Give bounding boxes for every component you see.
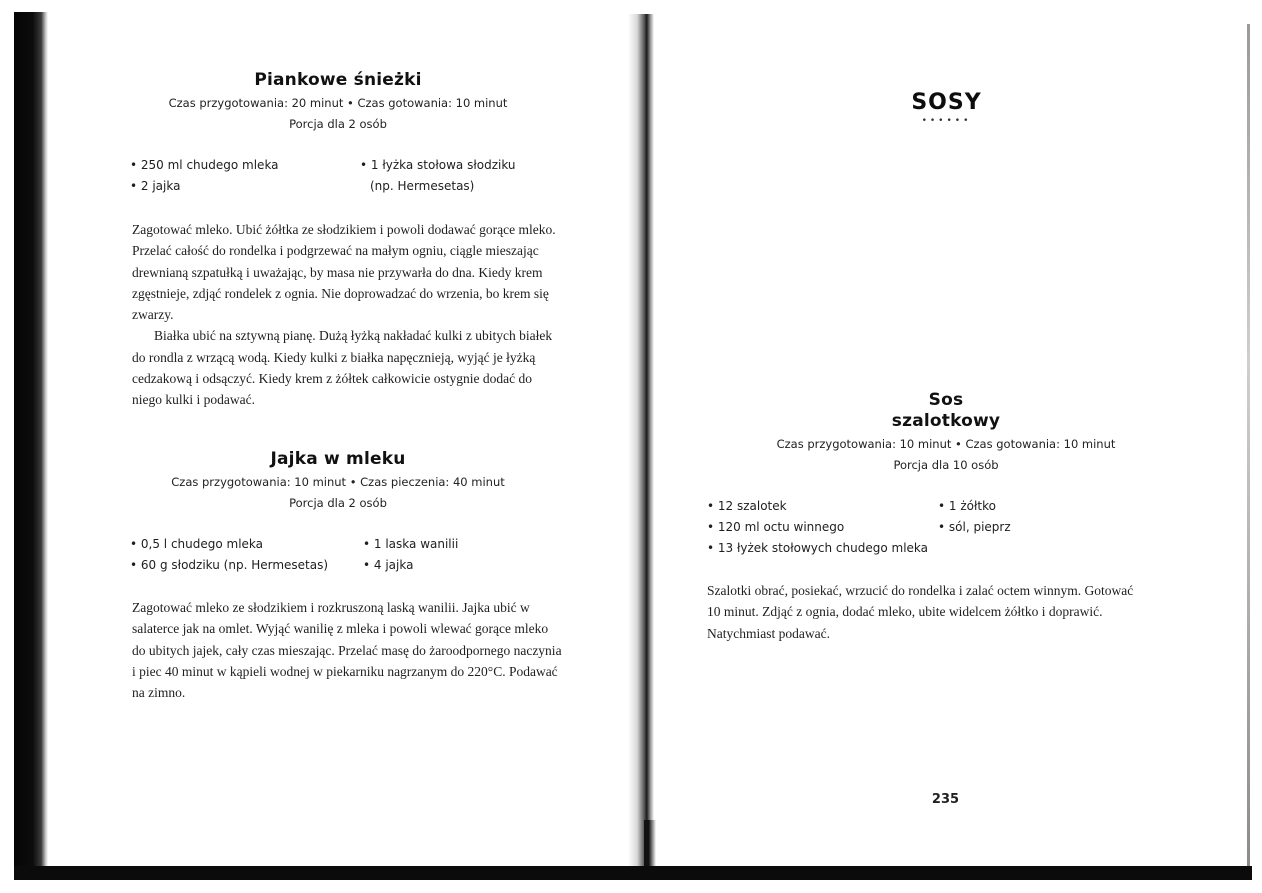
ingredient-item: • 250 ml chudego mleka xyxy=(130,158,279,172)
recipe-meta: Czas przygotowania: 20 minut • Czas gotowania: 10 minut xyxy=(168,96,508,110)
recipe-instructions xyxy=(707,580,1149,644)
ingredients-column-2 xyxy=(938,496,1011,538)
ingredient-item: • sól, pieprz xyxy=(938,520,1011,534)
recipe-portion: Porcja dla 2 osób xyxy=(289,496,387,510)
instruction-paragraph: Zagotować mleko ze słodzikiem i rozkruszoną laską wanilii. Jajka ubić w salaterce jak na omlet. Wyjąć wanilię z mleka i powoli wlewać gorące mleko do ubitych jajek, cały czas mieszając. Przelać masę do żaroodpornego naczynia i piec 40 minut w kąpieli wodnej w piekarniku nagrzanym do 220°C. Podawać na zimno. xyxy=(132,600,562,701)
instruction-paragraph: Białka ubić na sztywną pianę. Dużą łyżką nakładać kulki z ubitych białek do rondla z wrzącą wodą. Kiedy kulki z białka napęcznieją, wyjąć je łyżką cedzakową i odsączyć. Kiedy krem z żółtek całkowicie ostygnie dodać do niego kulki i podawać. xyxy=(132,328,553,408)
instruction-paragraph: Zagotować mleko. Ubić żółtka ze słodzikiem i powoli dodawać gorące mleko. Przelać całość do rondelka i podgrzewać na małym ogniu, ciągle mieszając drewnianą szpatułką i uważając, by masa nie przywarła do dna. Kiedy krem zgęstnieje, zdjąć rondelek z ognia. Nie doprowadzać do wrzenia, bo krem się zwarzy. xyxy=(132,222,556,323)
ingredients-column-1 xyxy=(130,534,328,576)
instruction-paragraph: Szalotki obrać, posiekać, wrzucić do rondelka i zalać octem winnym. Gotować 10 minut. Zdjąć z ognia, dodać mleko, ubite widelcem żółtko i doprawić. Natychmiast podawać. xyxy=(707,583,1134,641)
ingredients-column-2 xyxy=(360,155,516,197)
ingredient-item: • 1 żółtko xyxy=(938,499,996,513)
recipe-instructions xyxy=(132,219,564,411)
section-title: SOSY xyxy=(911,90,982,115)
left-page xyxy=(48,0,628,866)
ingredient-item: • 12 szalotek xyxy=(707,499,787,513)
page-edge-bottom xyxy=(14,866,1252,880)
page-number: 235 xyxy=(931,792,960,807)
ingredient-item: • 4 jajka xyxy=(363,558,414,572)
ingredient-item: (np. Hermesetas) xyxy=(370,179,475,193)
ingredients-column-1 xyxy=(707,496,928,559)
recipe-portion: Porcja dla 2 osób xyxy=(289,117,387,131)
ingredient-item: • 13 łyżek stołowych chudego mleka xyxy=(707,541,928,555)
ingredients-column-1 xyxy=(130,155,279,197)
recipe-meta: Czas przygotowania: 10 minut • Czas pieczenia: 40 minut xyxy=(171,475,505,489)
recipe-title-line-1: Sos xyxy=(928,390,964,410)
page-edge-right xyxy=(1247,24,1250,872)
ingredient-item: • 1 laska wanilii xyxy=(363,537,459,551)
recipe-title: Piankowe śnieżki xyxy=(254,70,422,90)
recipe-title: Jajka w mleku xyxy=(270,449,406,469)
ingredients-column-2 xyxy=(363,534,458,576)
ingredient-item: • 0,5 l chudego mleka xyxy=(130,537,264,551)
recipe-meta: Czas przygotowania: 10 minut • Czas gotowania: 10 minut xyxy=(776,437,1116,451)
ingredient-item: • 60 g słodziku (np. Hermesetas) xyxy=(130,558,329,572)
right-page xyxy=(656,0,1247,866)
ingredient-item: • 2 jajka xyxy=(130,179,181,193)
ingredient-item: • 1 łyżka stołowa słodziku xyxy=(360,158,516,172)
recipe-portion: Porcja dla 10 osób xyxy=(893,458,999,472)
recipe-instructions xyxy=(132,597,564,703)
section-title-dots: •••••• xyxy=(921,116,972,126)
ingredient-item: • 120 ml octu winnego xyxy=(707,520,845,534)
page-edge-left xyxy=(14,12,48,878)
recipe-title-line-2: szalotkowy xyxy=(891,411,1001,431)
